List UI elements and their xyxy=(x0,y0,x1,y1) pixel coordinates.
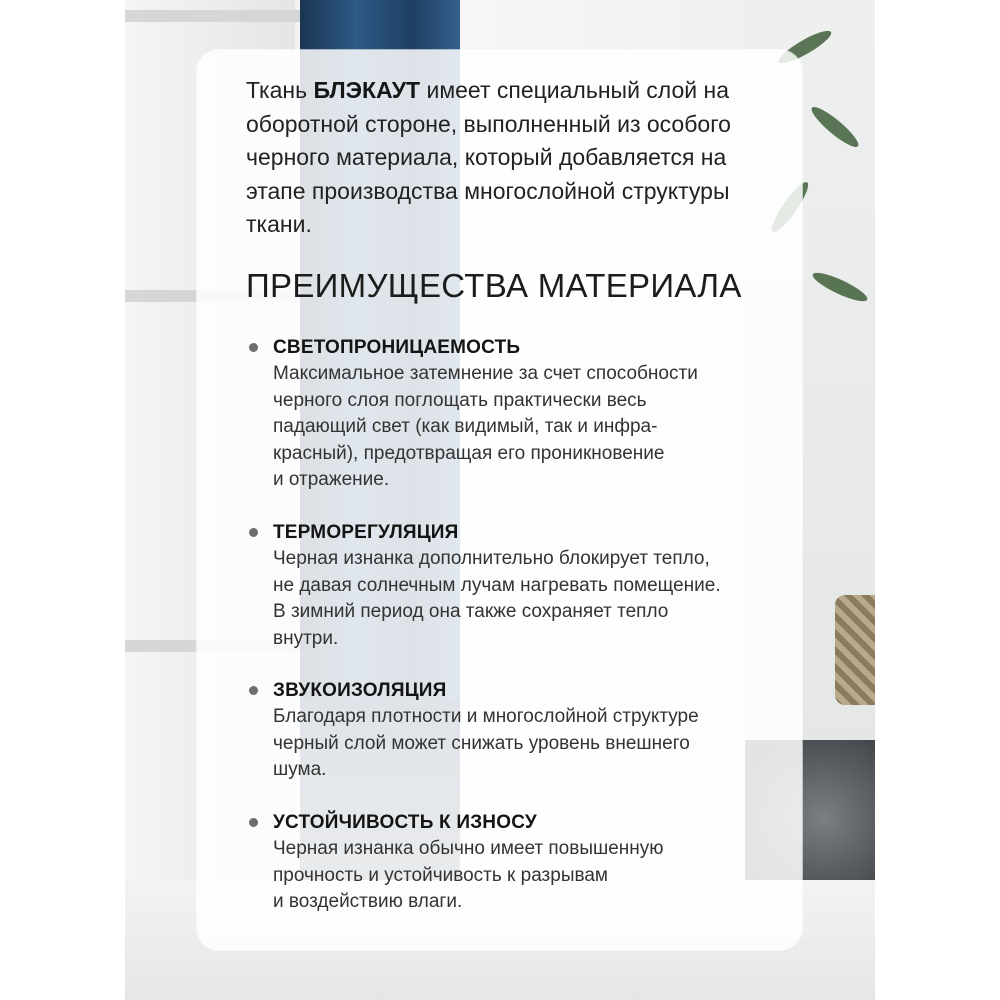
benefit-description xyxy=(273,704,786,784)
info-card xyxy=(197,50,802,950)
benefit-item xyxy=(246,678,786,784)
bullet-dot-icon xyxy=(249,686,258,695)
window-bar xyxy=(125,10,325,22)
description-line: и отражение. xyxy=(273,469,390,490)
bullet-dot-icon xyxy=(249,343,258,352)
intro-paragraph xyxy=(246,74,776,242)
description-line: внутри. xyxy=(273,627,339,649)
benefit-item xyxy=(246,810,786,916)
benefit-item xyxy=(246,520,786,652)
description-line: Максимальное затемнение за счет способности xyxy=(273,363,698,384)
intro-prefix: Ткань xyxy=(246,77,314,103)
benefit-description xyxy=(273,361,786,494)
wicker-basket xyxy=(835,595,875,705)
intro-rest: имеет специальный слой на оборотной стороне, выполненный из особого черного материала, который добавляется на этапе производства многослойной структуры ткани. xyxy=(246,77,731,237)
benefit-title: ТЕРМОРЕГУЛЯЦИЯ xyxy=(273,522,459,543)
description-line: черный слой может снижать уровень внешнего xyxy=(273,732,690,754)
benefit-title: СВЕТОПРОНИЦАЕМОСТЬ xyxy=(273,337,521,358)
benefit-description xyxy=(273,546,786,652)
description-line: и воздействию влаги. xyxy=(273,891,463,912)
description-line: В зимний период она также сохраняет тепло xyxy=(273,601,669,622)
description-line: Черная изнанка обычно имеет повышенную xyxy=(273,838,664,859)
benefit-title: УСТОЙЧИВОСТЬ К ИЗНОСУ xyxy=(273,812,537,833)
description-line: не давая солнечным лучам нагревать помещение. xyxy=(273,574,721,596)
section-heading: ПРЕИМУЩЕСТВА МАТЕРИАЛА xyxy=(246,267,742,304)
description-line: красный), предотвращая его проникновение xyxy=(273,442,665,464)
benefit-item xyxy=(246,335,786,494)
benefit-description xyxy=(273,836,786,916)
description-line: Черная изнанка дополнительно блокирует тепло, xyxy=(273,548,710,569)
bullet-dot-icon xyxy=(249,528,258,537)
fabric-name: БЛЭКАУТ xyxy=(313,77,421,103)
benefit-title: ЗВУКОИЗОЛЯЦИЯ xyxy=(273,680,447,701)
description-line: шума. xyxy=(273,759,327,780)
description-line: падающий свет (как видимый, так и инфра- xyxy=(273,416,658,437)
bullet-dot-icon xyxy=(249,818,258,827)
description-line: прочность и устойчивость к разрывам xyxy=(273,864,608,886)
description-line: Благодаря плотности и многослойной структуре xyxy=(273,706,699,727)
description-line: черного слоя поглощать практически весь xyxy=(273,389,647,411)
